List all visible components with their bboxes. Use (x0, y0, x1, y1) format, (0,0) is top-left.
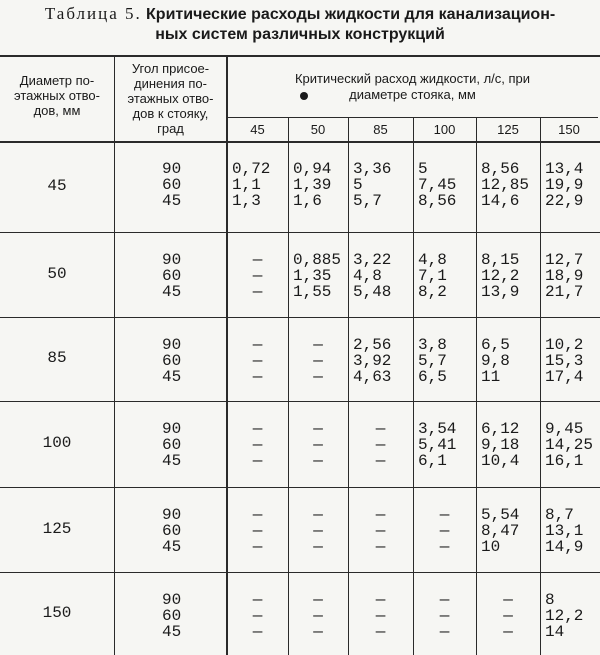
header-diameter-line: Диаметр по- (19, 73, 95, 88)
value-cell: 5,54 (481, 506, 520, 524)
value-cell: — (375, 506, 386, 524)
value-cell: 0,885 (293, 251, 342, 269)
value-cell: 10 (481, 538, 501, 556)
value-cell: — (503, 607, 513, 625)
value-cell: 21,7 (545, 283, 584, 301)
row-angle: 60 (162, 436, 182, 454)
value-cell: 19,9 (545, 176, 584, 194)
value-cell: 22,9 (545, 192, 584, 210)
row-angle: 60 (162, 176, 182, 194)
divider-riser-col-5 (540, 117, 541, 655)
divider-riser-col-4 (476, 117, 477, 655)
value-cell: 7,45 (418, 176, 457, 194)
row-angle: 60 (162, 522, 182, 540)
value-cell: 3,54 (418, 420, 457, 438)
value-cell: 12,2 (545, 607, 584, 625)
value-cell: 3,92 (353, 352, 392, 370)
value-cell: 13,1 (545, 522, 584, 540)
value-cell: 1,35 (293, 267, 332, 285)
value-cell: — (252, 623, 263, 641)
row-angle: 45 (162, 368, 182, 386)
value-cell: 3,22 (353, 251, 392, 269)
value-cell: 3,36 (353, 160, 392, 178)
header-angle-line: динения по- (134, 76, 207, 91)
value-cell: — (313, 436, 323, 454)
header-angle-line: дов к стояку, (132, 106, 209, 121)
title-text-1: Критические расходы жидкости для канализацион- (146, 6, 556, 23)
value-cell: 4,8 (353, 267, 382, 285)
value-cell: 0,72 (232, 160, 271, 178)
row-diameter: 50 (47, 264, 67, 283)
value-cell: 5,7 (418, 352, 447, 370)
row-diameter: 100 (42, 434, 72, 452)
value-cell: 14,25 (545, 436, 594, 454)
value-cell: 6,5 (481, 336, 510, 354)
value-cell: 12,85 (481, 176, 530, 194)
value-cell: 1,1 (232, 176, 261, 194)
row-angle: 90 (162, 420, 182, 438)
value-cell: — (375, 452, 386, 470)
value-cell: 0,94 (293, 160, 332, 178)
value-cell: 5 (418, 160, 428, 178)
row-angle: 45 (162, 283, 182, 301)
value-cell: 5,7 (353, 192, 382, 210)
value-cell: 8,47 (481, 522, 520, 540)
value-cell: — (439, 506, 450, 524)
value-cell: 6,1 (418, 452, 447, 470)
value-cell: 1,55 (293, 283, 332, 301)
value-cell: — (252, 436, 263, 454)
value-cell: 8,15 (481, 251, 520, 269)
value-cell: — (375, 420, 386, 438)
row-angle: 45 (162, 452, 182, 470)
value-cell: — (313, 352, 323, 370)
value-cell: — (375, 436, 386, 454)
value-cell: — (313, 336, 323, 354)
value-cell: 10,4 (481, 452, 520, 470)
value-cell: 8,7 (545, 506, 574, 524)
value-cell: — (313, 522, 323, 540)
value-cell: 17,4 (545, 368, 584, 386)
table-number: Таблица 5. (44, 4, 142, 23)
value-cell: 13,9 (481, 283, 520, 301)
title-text-2: ных систем различных конструкций (155, 26, 445, 43)
value-cell: 8,56 (418, 192, 457, 210)
value-cell: — (313, 607, 323, 625)
header-diameter-line: дов, мм (33, 103, 81, 118)
value-cell: — (252, 352, 263, 370)
value-cell: 5,41 (418, 436, 457, 454)
value-cell: — (252, 368, 263, 386)
row-angle: 90 (162, 251, 182, 269)
value-cell: — (375, 591, 386, 609)
value-cell: — (252, 506, 263, 524)
row-angle: 60 (162, 607, 182, 625)
value-cell: 14,6 (481, 192, 520, 210)
value-cell: — (252, 522, 263, 540)
value-cell: 5,48 (353, 283, 392, 301)
value-cell: 15,3 (545, 352, 584, 370)
table-top-border (0, 55, 600, 57)
value-cell: — (375, 607, 386, 625)
row-angle: 90 (162, 591, 182, 609)
value-cell: — (313, 538, 323, 556)
value-cell: 6,12 (481, 420, 520, 438)
divider-riser-col-1 (288, 117, 289, 655)
value-cell: 2,56 (353, 336, 392, 354)
value-cell: 9,8 (481, 352, 510, 370)
value-cell: — (252, 420, 263, 438)
value-cell: — (439, 538, 450, 556)
value-cell: 8,56 (481, 160, 520, 178)
value-cell: — (375, 623, 386, 641)
value-cell: — (313, 420, 323, 438)
row-angle: 45 (162, 192, 182, 210)
value-cell: 9,18 (481, 436, 520, 454)
header-diameter-line: этажных отво- (14, 88, 100, 103)
row-angle: 90 (162, 160, 182, 178)
divider-riser-col-3 (413, 117, 414, 655)
group-separator-2 (0, 317, 600, 318)
value-cell: 7,1 (418, 267, 447, 285)
value-cell: 9,45 (545, 420, 584, 438)
value-cell: — (252, 267, 263, 285)
row-angle: 60 (162, 267, 182, 285)
value-cell: 5 (353, 176, 363, 194)
row-angle: 45 (162, 623, 182, 641)
divider-riser-col-2 (348, 117, 349, 655)
value-cell: — (439, 522, 450, 540)
value-cell: 6,5 (418, 368, 447, 386)
value-cell: 8 (545, 591, 555, 609)
row-diameter: 150 (42, 603, 72, 622)
value-cell: — (252, 283, 263, 301)
value-cell: 18,9 (545, 267, 584, 285)
header-angle-line: этажных отво- (127, 91, 214, 106)
riser-diameter-header: 125 (497, 122, 519, 137)
value-cell: — (439, 623, 450, 641)
value-cell: — (375, 538, 386, 556)
row-diameter: 125 (42, 519, 72, 538)
value-cell: 4,63 (353, 368, 392, 386)
value-cell: 8,2 (418, 283, 447, 301)
header-angle-line: град (157, 121, 184, 136)
value-cell: 14 (545, 623, 565, 641)
row-angle: 45 (162, 538, 182, 556)
value-cell: 16,1 (545, 452, 584, 470)
value-cell: 13,4 (545, 160, 584, 178)
row-angle: 90 (162, 336, 182, 354)
group-separator-1 (0, 232, 600, 233)
header-angle-line: Угол присое- (131, 61, 210, 76)
value-cell: — (252, 336, 263, 354)
value-cell: — (439, 607, 450, 625)
value-cell: — (503, 591, 513, 609)
ink-dot (300, 92, 308, 100)
value-cell: — (252, 251, 263, 269)
value-cell: — (252, 607, 263, 625)
row-diameter: 45 (47, 176, 67, 195)
group-separator-5 (0, 572, 600, 573)
row-angle: 60 (162, 352, 182, 370)
value-cell: 12,7 (545, 251, 584, 269)
value-cell: — (313, 368, 323, 386)
value-cell: — (313, 506, 323, 524)
value-cell: 11 (481, 368, 501, 386)
value-cell: — (313, 452, 323, 470)
row-diameter: 85 (47, 349, 67, 367)
divider-diameter-angle (114, 55, 115, 655)
value-cell: — (503, 623, 513, 641)
value-cell: — (439, 591, 450, 609)
value-cell: 1,6 (293, 192, 322, 210)
group-separator-3 (0, 401, 600, 402)
value-cell: — (375, 522, 386, 540)
riser-diameter-header: 150 (558, 122, 580, 137)
value-cell: — (252, 538, 263, 556)
value-cell: 1,3 (232, 192, 261, 210)
value-cell: 4,8 (418, 251, 447, 269)
value-cell: 12,2 (481, 267, 520, 285)
value-cell: 1,39 (293, 176, 332, 194)
riser-diameter-header: 45 (250, 122, 265, 137)
value-cell: 10,2 (545, 336, 584, 354)
header-critical-flow-line: диаметре стояка, мм (349, 87, 476, 102)
value-cell: 14,9 (545, 538, 584, 556)
value-cell: — (313, 623, 323, 641)
header-bottom-border (0, 141, 600, 143)
riser-diameter-header: 85 (373, 122, 388, 137)
value-cell: — (313, 591, 323, 609)
riser-diameter-header: 100 (433, 122, 456, 137)
group-separator-4 (0, 487, 600, 488)
row-angle: 90 (162, 506, 182, 524)
header-critical-flow-line: Критический расход жидкости, л/с, при (294, 71, 531, 86)
value-cell: 3,8 (418, 336, 447, 354)
value-cell: — (252, 591, 263, 609)
riser-diameter-header: 50 (310, 122, 326, 137)
value-cell: — (252, 452, 263, 470)
